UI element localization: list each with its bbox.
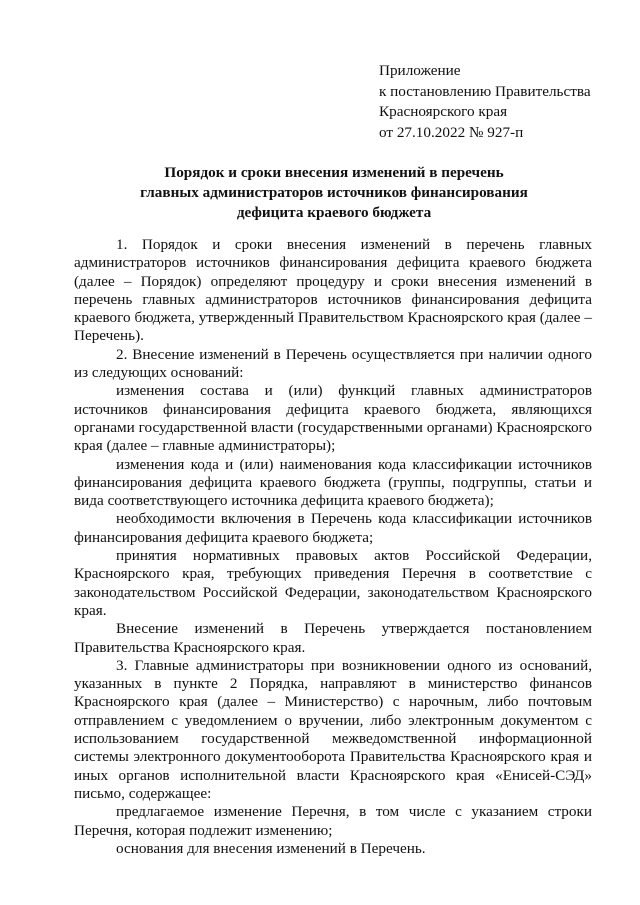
paragraph-7: Внесение изменений в Перечень утверждается постановлением Правительства Красноярского края. [74, 620, 592, 656]
paragraph-3: изменения состава и (или) функций главных администраторов источников финансирования дефицита краевого бюджета, являющихся органами государственной власти (государственными органами) Красноярского края (далее – главные администраторы); [74, 382, 592, 455]
paragraph-1: 1. Порядок и сроки внесения изменений в перечень главных администраторов источников финансирования дефицита краевого бюджета (далее – Порядок) определяют процедуру и сроки внесения изменений в перечень главных администраторов источников финансирования дефицита краевого бюджета, утвержденный Правительством Красноярского края (далее – Перечень). [74, 236, 592, 345]
appendix-line-4: от 27.10.2022 № 927-п [379, 123, 524, 141]
paragraph-5: необходимости включения в Перечень кода классификации источников финансирования дефицита краевого бюджета; [74, 510, 592, 546]
title-line-3: дефицита краевого бюджета [236, 204, 432, 221]
paragraph-4: изменения кода и (или) наименования кода классификации источников финансирования дефицита краевого бюджета (группы, подгруппы, статьи и вида соответствующего источника дефицита краевого бюджета); [74, 455, 592, 510]
paragraph-8: 3. Главные администраторы при возникновении одного из оснований, указанных в пункте 2 Порядка, направляют в министерство финансов Красноярского края (далее – Министерство) с нарочным, либо почтовым отправлением с уведомлением о вручении, либо электронным документом с использованием государственной межведомственной информационной системы электронного документооборота Правительства Красноярского края и иных органов исполнительной власти Красноярского края «Енисей-СЭД» письмо, содержащее: [74, 656, 592, 802]
appendix-line-2: к постановлению Правительства [379, 82, 591, 100]
appendix-line-1: Приложение [379, 62, 461, 79]
appendix-header [379, 61, 629, 143]
document-body [74, 236, 592, 858]
paragraph-9: предлагаемое изменение Перечня, в том числе с указанием строки Перечня, которая подлежит изменению; [74, 803, 592, 839]
paragraph-10: основания для внесения изменений в Перечень. [116, 839, 426, 857]
paragraph-2: 2. Внесение изменений в Перечень осуществляется при наличии одного из следующих оснований: [74, 345, 592, 382]
document-title [74, 163, 594, 223]
title-line-1: Порядок и сроки внесения изменений в перечень [164, 164, 504, 181]
title-line-2: главных администраторов источников финансирования [140, 184, 528, 201]
paragraph-6: принятия нормативных правовых актов Российской Федерации, Красноярского края, требующих приведения Перечня в соответствие с законодательством Российской Федерации, законодательством Красноярского края. [74, 547, 592, 619]
appendix-line-3: Красноярского края [379, 103, 508, 120]
